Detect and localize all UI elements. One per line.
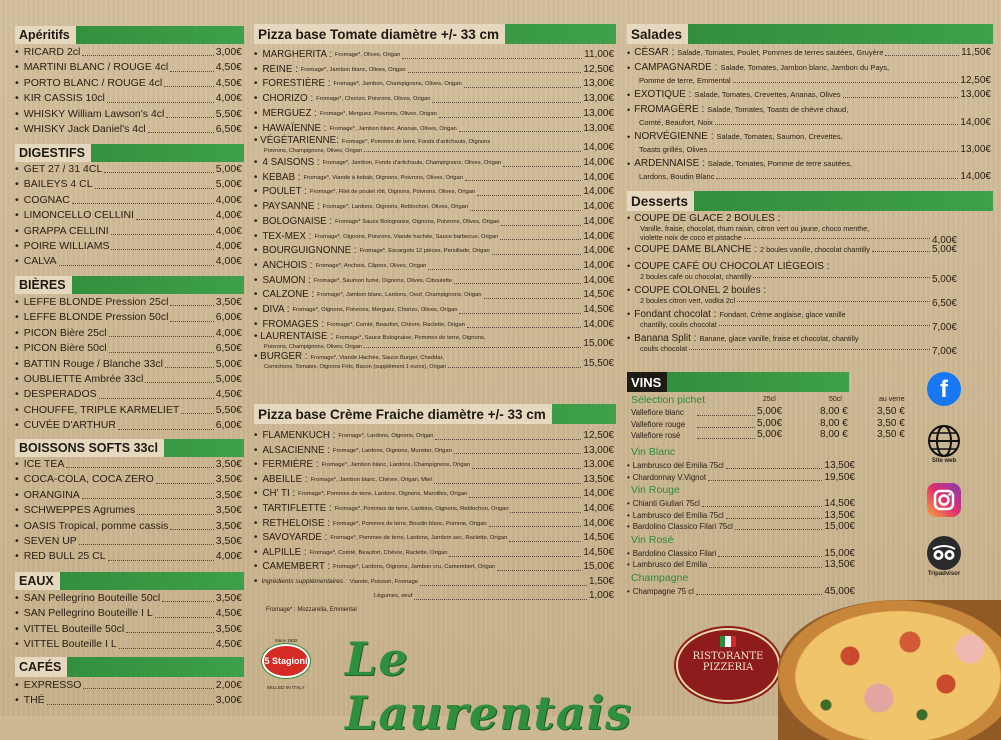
restaurant-name: Le Laurentais	[345, 632, 632, 740]
pichet-heading: Sélection pichet	[631, 394, 706, 406]
pizza-creme-title: Pizza base Crème Fraiche diamètre +/- 33 cm	[254, 404, 616, 424]
menu-page: Apéritifs • RICARD 2cl 3,00€ • MARTINI BLANC / ROUGE 4cl 4,50€ • PORTO BLANC / ROUGE 4cl 4,50€ • KIR CASSIS 10cl 4,00€ • WHISKY William Lawson's 4cl 5,50€ • WHISKY Jack Daniel's 4cl 6,50€ DIGESTIFS • GET 27 / 31 4CL 5,00€ • BAILEYS 4 CL 5,00€ • COGNAC 4,00€ • LIMONCELLO CELLINI 4,00€ • GRAPPA CELLINI 4,00€ • POIRE WILLIAMS 4,00€ • CALVA 4,00€ BIÈRES • LEFFE BLONDE Pression 25cl 3,50€ • LEFFE BLONDE Pression 50cl 6,00€ • PICON Bière 25cl 4,00€ • PICON Bière 50cl 6,50€ • BATTIN Rouge / Blanche 33cl 5,00€ • OUBLIETTE Ambrée 33cl 5,00€ • DESPERADOS 4,50€ • CHOUFFE, TRIPLE KARMELIET 5,50€ • CUVÉE D'ARTHUR 6,00€ BOISSONS SOFTS 33cl • ICE TEA 3,50€ • COCA-COLA, COCA ZERO 3,50€ • ORANGINA 3,50€ • SCHWEPPES Agrumes 3,50€ • OASIS Tropical, pomme cassis 3,50€ • SEVEN UP 3,50€ • RED BULL 25 CL 4,00€ EAUX • SAN Pellegrino Bouteille 50cl 3,50€ • SAN Pellegrino Bouteille I L 4,50€ • VITTEL Bouteille 50cl 3,50€ • VITTEL Bouteille I L 4,50€ CAFÉS • EXPRESSO 2,00€ • THÉ 3,00€ Pizza base Tomate diamètre +/- 33 cm • MARGHERITA : Fromage*, Olives, Origan 11,00€ • REINE : Fromage*, Jambon blanc, Olives, Origan 12,50€ • FORESTIÈRE : Fromage*, Jambon, Champignons, Olives, Origan 13,00€ • CHORIZO : Fromage*, Chorizo, Poivrons, Olives, Origan 13,00€ • MERGUEZ : Fromage*, Merguez, Poivrons, Olives, Origan 13,00€ • HAWAÏENNE : Fromage*, Jambon blanc, Ananas, Olives, Origan 13,00€ • VÉGÉTARIENNE: Fromage*, Pommes de terre, Fonds d'artichauts, Oignons Poivrons, Champignons, Olives, Origan 14,00€ • 4 SAISONS : Fromage*, Jambon, Fonds d'artichauts, Champignons, Olives, Origan 14,00€ • KEBAB : Fromage*, Viande à kebab, Oignons, Poivrons, Olives, Origan 14,00€ • POULET : Fromage*, Filet de poulet rôti, Oignons, Poivrons, Olives, Origan 14,00€ • PAYSANNE : Fromage*, Lardons, Oignons, Reblochon, Olives, Origan 14,00€ • BOLOGNAISE : Fromage* Sauce Bolognaise, Oignons, Poivrons, Olives, Origan 14,00€ • TEX-MEX : Fromage*, Oignons, Poivrons, Viande hachée, Sauce barbecue, Origan 14,00€ • BOURGUIGNONNE : Fromage*, Escargots 12 pièces, Persillade, Origan 14,00€ • ANCHOIS : Fromage*, Anchois, Câpres, Olives, Origan 14,00€ • SAUMON : Fromage*, Saumon fumé, Oignons, Olives, Ciboulette 14,00€ • CALZONE : Fromage*, Jambon blanc, Lardons, Oeuf, Champignons, Origan 14,50€ • DIVA : Fromage*, Oignons, Poivrons, Merguez, Chorizo, Olives, Origan 14,50€ • FROMAGES : Fromage*, Comté, Beaufort, Chèvre, Raclette, Origan 14,00€ • LAURENTAISE : Fromage*, Sauce Bolognaise, Pommes de terre, Oignons, Poivrons, Champignons, Olives, Origan 15,00€ • BURGER : Fromage*, Viande Hachée, Sauce Burger, Cheddar, Cornichons, Tomates, Oignons Frits, Bacon (supplément 1 euros), Origan 15,50€ Pizza base Crème Fraiche diamètre +/- 33 cm • FLAMENKUCH : Fromage*, Lardons, Oignons, Origan 12,50€ • ALSACIENNE : Fromage*, Lardons, Oignons, Munster, Origan 13,00€ • FERMIÈRE : Fromage*, Jambon blanc, Lardons, Champignons, Origan 13,00€ • ABEILLE : Fromage*, Jambon blanc, Chèvre, Origan, Miel 13,50€ • CH' TI : Fromage*, Pommes de terre, Lardons, Oignons, Maroilles, Origan 14,00€ • TARTIFLETTE : Fromage*, Pommes de terre, Lardons, Oignons, Reblochon, Origan 14,00€ • RETHELOISE : Fromage*, Pommes de terre, Boudin blanc, Pomme, Origan 14,00€ • SAVOYARDE : Fromage*, Pommes de terre, Lardons, Jambon sec, Raclette, Origan 14,50€ • ALPILLE : Fromage*, Comté, Beaufort, Chèvre, Raclette, Origan 14,50€ • CAMEMBERT : Fromage*, Lardons, Oignons, Jambon cru, Camembert, Origan 15,00€ • Ingrédients supplémentaires : Viande, Poisson, Fromage 1,50€ Légumes, oeuf 1,00€ Fromage* : Mozzarella, Emmental Salades • CÉSAR : Salade, Tomates, Poulet, Pommes de terres sautées, Gruyère 11,50€ • CAMPAGNARDE : Salade, Tomates, Jambon blanc, Jambon du Pays, Pomme de terre, Emmental 12,50€ • EXOTIQUE : Salade, Tomates, Crevettes, Ananas, Olives 13,00€ • FROMAGÈRE : Salade, Tomates, Toasts de chèvre chaud, Comté, Beaufort, Noix 14,00€ • NORVÉGIENNE : Salade, Tomates, Saumon, Crevettes, Toasts grillés, Olives 13,00€ • ARDENNAISE : Salade, Tomates, Pomme de terre sautées, Lardons, Boudin Blanc 14,00€ Desserts • COUPE DE GLACE 2 BOULES : Vanille, fraise, chocolat, rhum raisin, citron vert ou jaune, choco menthe, violette noix de coco et pistache 4,00€ • COUPE DAME BLANCHE : 2 boules vanille, chocolat chantilly 5,00€ • COUPE CAFÉ OU CHOCOLAT LIÉGEOIS : 2 boules café ou chocolat, chantilly 5,00€ • COUPE COLONEL 2 boules : 2 boules citron vert, vodka 2cl 6,50€ • Fondant chocolat : Fondant, Crème anglaise, glace vanille chantilly, coulis chocolat 7,00€ • Banana Split : Banane, glace vanille, fraise et chocolat, chantilly coulis chocolat 7,00€ VINS Sélection pichet 25cl 50cl au verre Vallefiore blanc 5,00€ 8,00 € 3,50 € Vallefiore rouge 5,00€ 8,00 € 3,50 € Vallefiore rosé 5,00€ 8,00 € 3,50 € Vin Blanc • Lambrusco del Emilia 75cl 13,50€ • Chardonnay V.Vignot 19,50€ Vin Rouge • Chianti Giuliari 75cl 14,50€ • Lambrusco del Emilia 75cl 13,50€ • Bardolino Classico Filari 75cl 15,00€ Vin Rosé • Bardolino Classico Filari 15,00€ • Lambrusco del Emilia 13,50€ Champagne • Champagne 75 cl 45,00€ f Site web Tripadvisor Since 1932 5 Stagioni MILLED IN ITALY Le Laurentais RISTORANTE PIZZERIA	[0, 0, 1001, 716]
menu-item: • CALVA 4,00€	[15, 255, 242, 268]
tripadvisor-icon[interactable]	[927, 536, 961, 570]
wine-item: • Bardolino Classico Filari 75cl 15,00€	[627, 521, 855, 532]
menu-item: • DESPERADOS 4,50€	[15, 388, 242, 401]
vegetables-row: Légumes, oeuf 1,00€	[374, 590, 614, 601]
pizza-item: • CHORIZO : Fromage*, Chorizo, Poivrons, Olives, Origan 13,00€	[254, 93, 614, 105]
italian-flag-icon	[720, 636, 736, 647]
menu-item: • MARTINI BLANC / ROUGE 4cl 4,50€	[15, 61, 242, 74]
salad-item: • NORVÉGIENNE : Salade, Tomates, Saumon, Crevettes, Toasts grillés, Olives 13,00€	[627, 131, 991, 155]
menu-item: • ICE TEA 3,50€	[15, 458, 242, 470]
menu-item: • OASIS Tropical, pomme cassis 3,50€	[15, 519, 242, 532]
tripadvisor-label: Tripadvisor	[927, 571, 961, 577]
pizza-item: • LAURENTAISE : Fromage*, Sauce Bolognaise, Pommes de terre, Oignons, Poivrons, Champignons, Olives, Origan 15,00€	[254, 331, 614, 351]
wine-group-heading: Vin Rosé	[631, 533, 674, 546]
wine-group-heading: Champagne	[631, 571, 689, 584]
vins-title: VINS	[627, 372, 849, 392]
dessert-item: • COUPE COLONEL 2 boules : 2 boules citron vert, vodka 2cl 6,50€	[627, 285, 957, 309]
pizza-item: • BOLOGNAISE : Fromage* Sauce Bolognaise, Oignons, Poivrons, Olives, Origan 14,00€	[254, 215, 614, 227]
menu-item: • SAN Pellegrino Bouteille 50cl 3,50€	[15, 592, 242, 604]
salades-title: Salades	[627, 24, 993, 44]
wine-item: • Chardonnay V.Vignot 19,50€	[627, 471, 855, 483]
menu-item: • RED BULL 25 CL 4,00€	[15, 550, 242, 563]
ristorante-pizzeria-badge: RISTORANTE PIZZERIA	[676, 628, 780, 702]
wine-item: • Chianti Giuliari 75cl 14,50€	[627, 498, 855, 509]
salad-item: • CÉSAR : Salade, Tomates, Poulet, Pommes de terres sautées, Gruyère 11,50€	[627, 47, 991, 58]
pizza-item: • KEBAB : Fromage*, Viande à kebab, Oignons, Poivrons, Olives, Origan 14,00€	[254, 171, 614, 183]
pizza-item: • SAUMON : Fromage*, Saumon fumé, Oignons, Olives, Ciboulette 14,00€	[254, 274, 614, 286]
pichet-row: Vallefiore rosé 5,00€ 8,00 € 3,50 €	[631, 429, 905, 440]
menu-item: • GRAPPA CELLINI 4,00€	[15, 224, 242, 237]
menu-item: • SCHWEPPES Agrumes 3,50€	[15, 504, 242, 517]
pizza-item: • ANCHOIS : Fromage*, Anchois, Câpres, Olives, Origan 14,00€	[254, 259, 614, 271]
menu-item: • VITTEL Bouteille I L 4,50€	[15, 638, 242, 651]
website-label: Site web	[931, 458, 957, 464]
menu-item: • WHISKY William Lawson's 4cl 5,50€	[15, 107, 242, 120]
pizza-photo	[778, 600, 1001, 740]
pizza-item: • FROMAGES : Fromage*, Comté, Beaufort, Chèvre, Raclette, Origan 14,00€	[254, 318, 614, 330]
salad-item: • EXOTIQUE : Salade, Tomates, Crevettes, Ananas, Olives 13,00€	[627, 89, 991, 100]
pizza-item: • 4 SAISONS : Fromage*, Jambon, Fonds d'artichauts, Champignons, Olives, Origan 14,00€	[254, 157, 614, 169]
pizza-item: • FORESTIÈRE : Fromage*, Jambon, Champignons, Olives, Origan 13,00€	[254, 78, 614, 90]
menu-item: • COGNAC 4,00€	[15, 193, 242, 206]
menu-item: • POIRE WILLIAMS 4,00€	[15, 240, 242, 252]
dessert-item: • Banana Split : Banane, glace vanille, fraise et chocolat, chantilly coulis chocolat 7,00€	[627, 333, 957, 357]
pizza-item: • VÉGÉTARIENNE: Fromage*, Pommes de terre, Fonds d'artichauts, Oignons Poivrons, Champignons, Olives, Origan 14,00€	[254, 135, 614, 155]
menu-item: • OUBLIETTE Ambrée 33cl 5,00€	[15, 373, 242, 385]
pizza-item: • CH' TI : Fromage*, Pommes de terre, Lardons, Oignons, Maroilles, Origan 14,00€	[254, 488, 614, 500]
pizza-item: • ALSACIENNE : Fromage*, Lardons, Oignons, Munster, Origan 13,00€	[254, 444, 614, 456]
menu-item: • LEFFE BLONDE Pression 25cl 3,50€	[15, 296, 242, 308]
desserts-title: Desserts	[627, 191, 993, 211]
menu-item: • BATTIN Rouge / Blanche 33cl 5,00€	[15, 357, 242, 370]
wine-item: • Lambrusco del Emilia 75cl 13,50€	[627, 509, 855, 521]
pizza-item: • HAWAÏENNE : Fromage*, Jambon blanc, Ananas, Olives, Origan 13,00€	[254, 122, 614, 134]
eaux-title: EAUX	[15, 572, 244, 590]
menu-item: • PICON Bière 50cl 6,50€	[15, 342, 242, 355]
menu-item: • VITTEL Bouteille 50cl 3,50€	[15, 622, 242, 635]
digestifs-title: DIGESTIFS	[15, 144, 244, 162]
bieres-title: BIÈRES	[15, 276, 244, 294]
menu-item: • LIMONCELLO CELLINI 4,00€	[15, 209, 242, 222]
dessert-item: • COUPE DE GLACE 2 BOULES : Vanille, fraise, chocolat, rhum raisin, citron vert ou jaune, choco menthe, violette noix de coco et pistache 4,00€	[627, 213, 957, 246]
menu-item: • SEVEN UP 3,50€	[15, 535, 242, 547]
salad-item: • FROMAGÈRE : Salade, Tomates, Toasts de chèvre chaud, Comté, Beaufort, Noix 14,00€	[627, 104, 991, 128]
cafes-title: CAFÉS	[15, 657, 244, 677]
menu-item: • GET 27 / 31 4CL 5,00€	[15, 163, 242, 175]
menu-item: • KIR CASSIS 10cl 4,00€	[15, 92, 242, 105]
stagioni-logo: Since 1932 5 Stagioni MILLED IN ITALY	[262, 638, 310, 698]
instagram-icon[interactable]	[927, 483, 961, 517]
pizza-item: • PAYSANNE : Fromage*, Lardons, Oignons, Reblochon, Olives, Origan 14,00€	[254, 201, 614, 213]
pizza-item: • MARGHERITA : Fromage*, Olives, Origan 11,00€	[254, 49, 614, 60]
pizza-item: • TEX-MEX : Fromage*, Oignons, Poivrons, Viande hachée, Sauce barbecue, Origan 14,00€	[254, 230, 614, 242]
pizza-item: • RETHELOISE : Fromage*, Pommes de terre, Boudin blanc, Pomme, Origan 14,00€	[254, 517, 614, 529]
stagioni-badge: 5 Stagioni	[262, 644, 310, 678]
pizza-item: • FLAMENKUCH : Fromage*, Lardons, Oignons, Origan 12,50€	[254, 430, 614, 441]
dessert-item: • COUPE CAFÉ OU CHOCOLAT LIÉGEOIS : 2 boules café ou chocolat, chantilly 5,00€	[627, 261, 957, 285]
menu-item: • EXPRESSO 2,00€	[15, 679, 242, 691]
pizza-item: • BOURGUIGNONNE : Fromage*, Escargots 12 pièces, Persillade, Origan 14,00€	[254, 245, 614, 257]
pizza-item: • ALPILLE : Fromage*, Comté, Beaufort, Chèvre, Raclette, Origan 14,50€	[254, 546, 614, 558]
dessert-item: • COUPE DAME BLANCHE : 2 boules vanille, chocolat chantilly 5,00€	[627, 244, 957, 255]
softs-title: BOISSONS SOFTS 33cl	[15, 439, 244, 457]
menu-item: • PICON Bière 25cl 4,00€	[15, 326, 242, 339]
menu-item: • CHOUFFE, TRIPLE KARMELIET 5,50€	[15, 403, 242, 416]
menu-item: • PORTO BLANC / ROUGE 4cl 4,50€	[15, 76, 242, 89]
pizza-item: • SAVOYARDE : Fromage*, Pommes de terre, Lardons, Jambon sec, Raclette, Origan 14,50€	[254, 532, 614, 544]
pizza-tomate-title: Pizza base Tomate diamètre +/- 33 cm	[254, 24, 616, 44]
website-icon[interactable]	[927, 424, 961, 458]
salad-item: • ARDENNAISE : Salade, Tomates, Pomme de terre sautées, Lardons, Boudin Blanc 14,00€	[627, 158, 991, 182]
menu-item: • LEFFE BLONDE Pression 50cl 6,00€	[15, 311, 242, 324]
wine-item: • Bardolino Classico Filari 15,00€	[627, 547, 855, 559]
menu-item: • WHISKY Jack Daniel's 4cl 6,50€	[15, 123, 242, 135]
menu-item: • THÉ 3,00€	[15, 694, 242, 707]
menu-item: • CUVÉE D'ARTHUR 6,00€	[15, 419, 242, 432]
wine-group-heading: Vin Blanc	[631, 446, 676, 458]
pizza-item: • DIVA : Fromage*, Oignons, Poivrons, Merguez, Chorizo, Olives, Origan 14,50€	[254, 304, 614, 316]
menu-item: • COCA-COLA, COCA ZERO 3,50€	[15, 473, 242, 486]
menu-item: • BAILEYS 4 CL 5,00€	[15, 178, 242, 191]
pichet-row: Vallefiore rouge 5,00€ 8,00 € 3,50 €	[631, 417, 905, 429]
wine-item: • Lambrusco del Emilia 75cl 13,50€	[627, 460, 855, 471]
wine-group-heading: Vin Rouge	[631, 484, 680, 496]
pichet-row: Vallefiore blanc 5,00€ 8,00 € 3,50 €	[631, 406, 905, 417]
menu-item: • ORANGINA 3,50€	[15, 488, 242, 501]
wine-item: • Champagne 75 cl 45,00€	[627, 585, 855, 597]
cheese-footnote: Fromage* : Mozzarella, Emmental	[266, 607, 357, 613]
pizza-item: • CALZONE : Fromage*, Jambon blanc, Lardons, Oeuf, Champignons, Origan 14,50€	[254, 289, 614, 301]
aperitifs-title: Apéritifs	[15, 26, 244, 44]
facebook-icon[interactable]: f	[927, 372, 961, 406]
supplements-row: • Ingrédients supplémentaires : Viande, Poisson, Fromage 1,50€	[254, 576, 614, 587]
pizza-item: • BURGER : Fromage*, Viande Hachée, Sauce Burger, Cheddar, Cornichons, Tomates, Oignons Frits, Bacon (supplément 1 euros), Origan 15,50€	[254, 351, 614, 371]
pizza-item: • MERGUEZ : Fromage*, Merguez, Poivrons, Olives, Origan 13,00€	[254, 107, 614, 119]
pizza-item: • FERMIÈRE : Fromage*, Jambon blanc, Lardons, Champignons, Origan 13,00€	[254, 459, 614, 471]
pizza-item: • POULET : Fromage*, Filet de poulet rôti, Oignons, Poivrons, Olives, Origan 14,00€	[254, 186, 614, 198]
pizza-item: • ABEILLE : Fromage*, Jambon blanc, Chèvre, Origan, Miel 13,50€	[254, 473, 614, 485]
salad-item: • CAMPAGNARDE : Salade, Tomates, Jambon blanc, Jambon du Pays, Pomme de terre, Emmental 12,50€	[627, 62, 991, 86]
pizza-item: • CAMEMBERT : Fromage*, Lardons, Oignons, Jambon cru, Camembert, Origan 15,00€	[254, 561, 614, 573]
menu-item: • RICARD 2cl 3,00€	[15, 46, 242, 58]
dessert-item: • Fondant chocolat : Fondant, Crème anglaise, glace vanille chantilly, coulis chocolat 7,00€	[627, 309, 957, 333]
wine-item: • Lambrusco del Emilia 13,50€	[627, 559, 855, 570]
pizza-item: • REINE : Fromage*, Jambon blanc, Olives, Origan 12,50€	[254, 63, 614, 75]
menu-item: • SAN Pellegrino Bouteille I L 4,50€	[15, 607, 242, 620]
pizza-item: • TARTIFLETTE : Fromage*, Pommes de terre, Lardons, Oignons, Reblochon, Origan 14,00€	[254, 503, 614, 514]
